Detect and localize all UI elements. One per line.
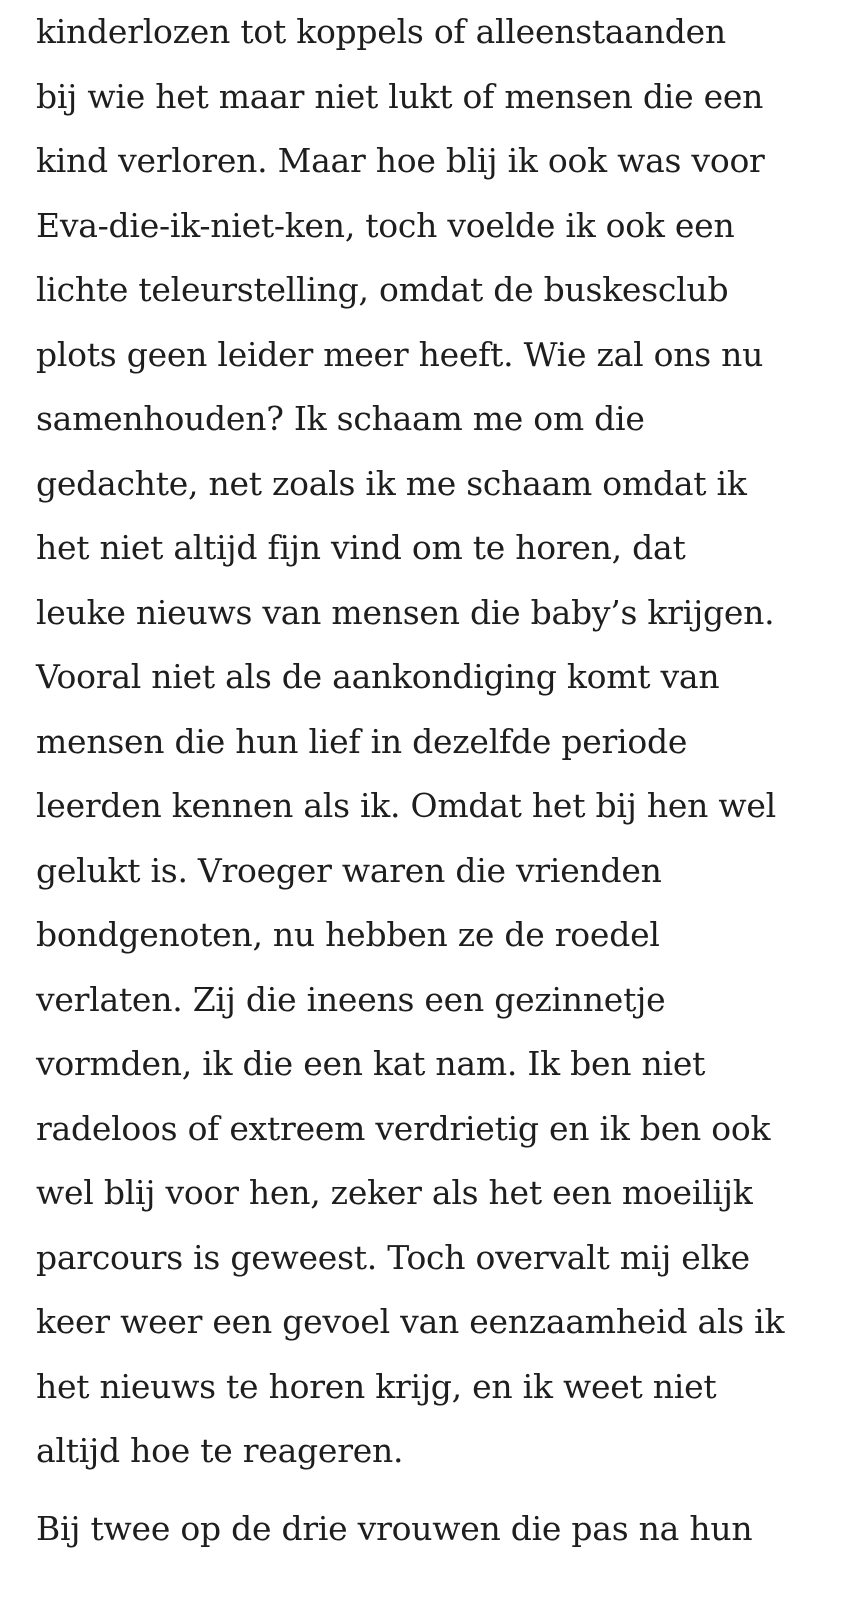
text-line: gelukt is. Vroeger waren die vrienden	[36, 850, 662, 890]
text-line: mensen die hun lief in dezelfde periode	[36, 721, 688, 761]
text-line: Vooral niet als de aankondiging komt van	[36, 657, 720, 696]
text-line: leerden kennen als ik. Omdat het bij hen wel	[36, 786, 776, 825]
text-line: lichte teleurstelling, omdat de buskesclub	[36, 270, 729, 309]
text-line: Bij twee op de drie vrouwen die pas na hun	[36, 1509, 753, 1548]
text-line: kind verloren. Maar hoe blij ik ook was voor	[36, 141, 765, 180]
text-line: plots geen leider meer heeft. Wie zal ons nu	[36, 334, 764, 374]
text-line: parcours is geweest. Toch overvalt mij elke	[36, 1237, 750, 1277]
text-line: Eva-die-ik-niet-ken, toch voelde ik ook een	[36, 205, 735, 245]
text-line: bondgenoten, nu hebben ze de roedel	[36, 915, 660, 954]
paragraph	[36, 1497, 752, 1562]
text-line: leuke nieuws van mensen die baby’s krijgen.	[36, 592, 775, 632]
paragraph	[36, 0, 784, 1484]
text-line: radeloos of extreem verdrietig en ik ben ook	[36, 1108, 771, 1148]
text-line: kinderlozen tot koppels of alleenstaanden	[36, 12, 726, 51]
text-line: keer weer een gevoel van eenzaamheid als ik	[36, 1302, 785, 1341]
text-line: bij wie het maar niet lukt of mensen die een	[36, 76, 764, 116]
text-line: vormden, ik die een kat nam. Ik ben niet	[36, 1044, 706, 1083]
text-line: gedachte, net zoals ik me schaam omdat ik	[36, 463, 747, 503]
text-line: samenhouden? Ik schaam me om die	[36, 399, 645, 438]
text-line: altijd hoe te reageren.	[36, 1431, 404, 1470]
text-line: het niet altijd fijn vind om te horen, dat	[36, 528, 686, 567]
text-line: wel blij voor hen, zeker als het een moeilijk	[36, 1173, 753, 1212]
text-line: verlaten. Zij die ineens een gezinnetje	[36, 979, 666, 1019]
text-line: het nieuws te horen krijg, en ik weet niet	[36, 1366, 717, 1406]
